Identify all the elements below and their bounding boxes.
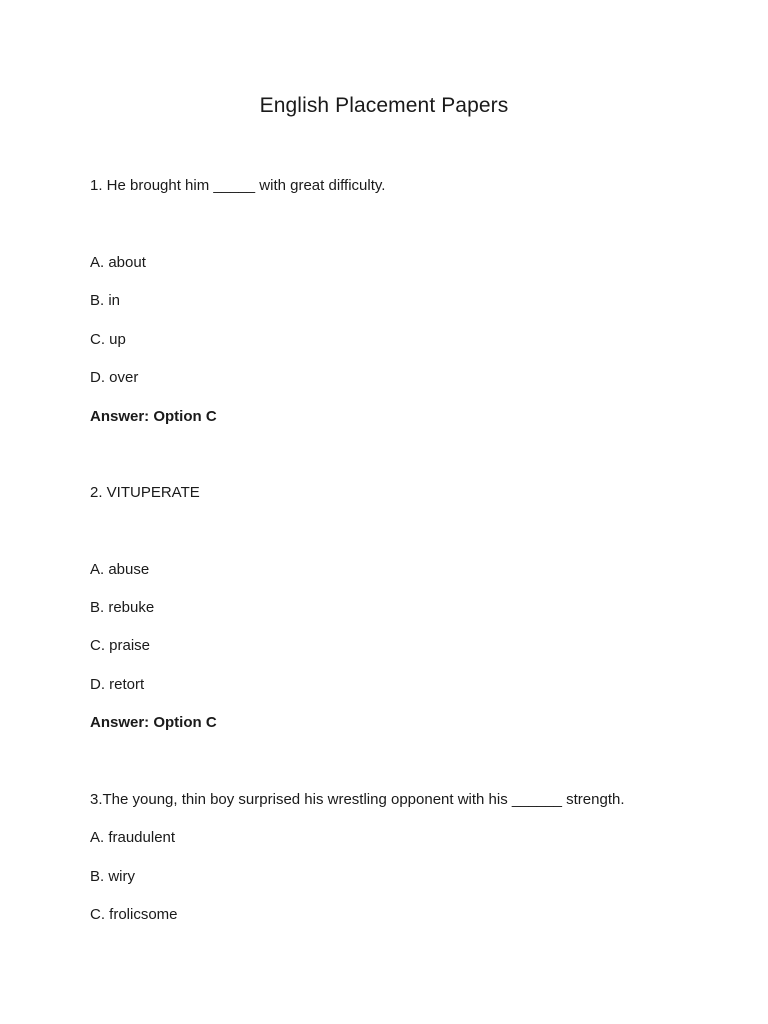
page-title: English Placement Papers [259,94,509,117]
question-2-answer: Answer: Option C [90,714,217,731]
question-1-option-d: D. over [90,369,139,386]
question-3-prompt: 3.The young, thin boy surprised his wrestling opponent with his ______ strength. [90,791,625,808]
question-3-option-c: C. frolicsome [90,906,178,923]
question-3-option-b: B. wiry [90,868,135,885]
question-3-option-a: A. fraudulent [90,829,176,846]
question-2-option-c: C. praise [90,637,151,654]
question-2-option-d: D. retort [90,676,145,693]
question-1-prompt: 1. He brought him _____ with great difficulty. [90,177,386,194]
question-2-prompt: 2. VITUPERATE [90,484,200,501]
question-1-option-a: A. about [90,254,146,271]
question-1-option-c: C. up [90,331,126,348]
question-2-option-a: A. abuse [90,561,150,578]
question-1-option-b: B. in [90,292,121,309]
question-1-answer: Answer: Option C [90,408,217,425]
question-2-option-b: B. rebuke [90,599,155,616]
